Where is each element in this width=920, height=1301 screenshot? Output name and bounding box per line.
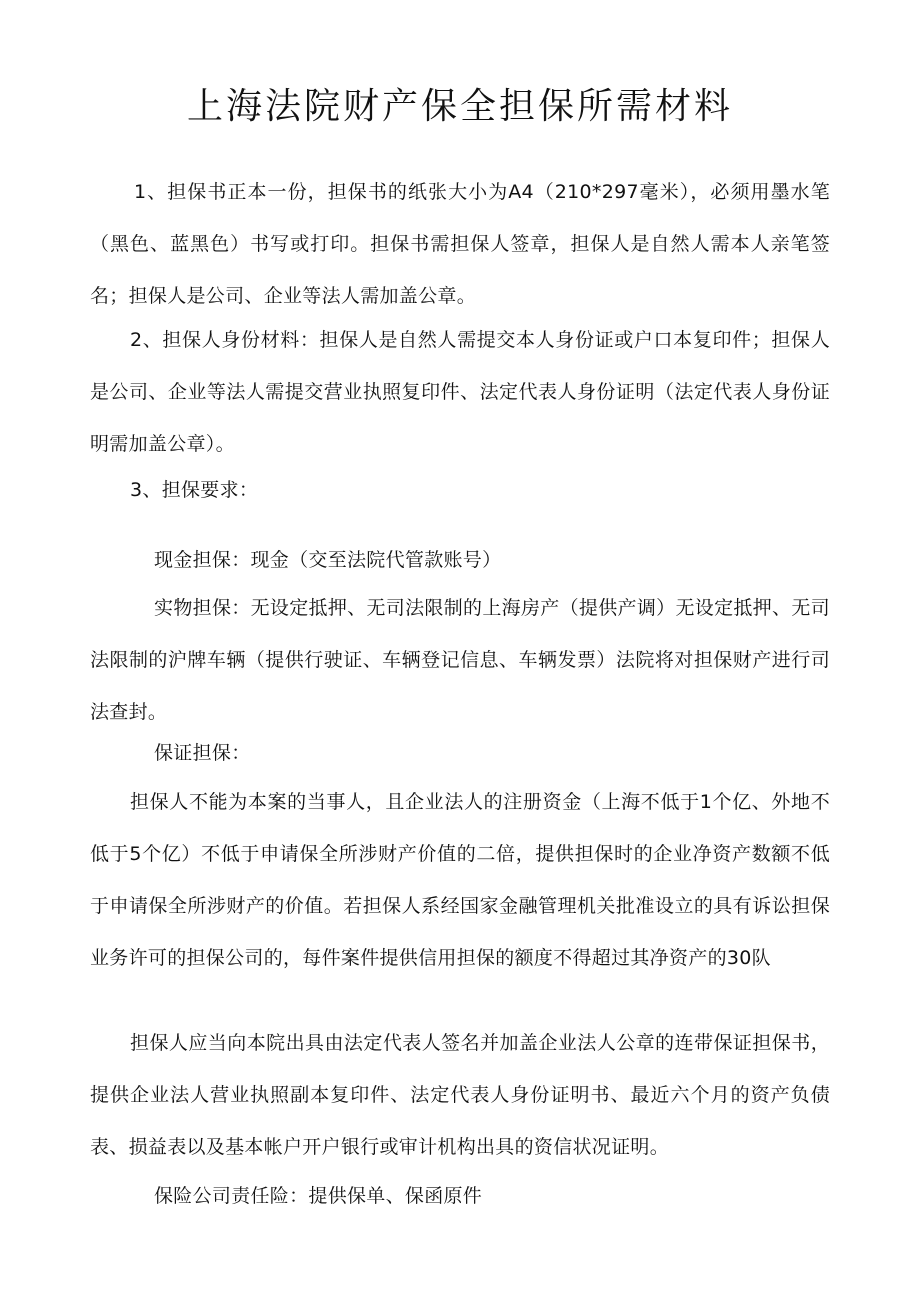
property-guarantee: 实物担保：无设定抵押、无司法限制的上海房产（提供产调）无设定抵押、无司法限制的沪牌车辆（提供行驶证、车辆登记信息、车辆发票）法院将对担保财产进行司法查封。 <box>90 597 830 723</box>
surety-guarantee-documents: 担保人应当向本院出具由法定代表人签名并加盖企业法人公章的连带保证担保书，提供企业法人营业执照副本复印件、法定代表人身份证明书、最近六个月的资产负债表、损益表以及基本帐户开户银行或审计机构出具的资信状况证明。 <box>90 1032 830 1158</box>
item-3-requirements-heading: 3、担保要求： <box>130 479 259 501</box>
item-1-guarantee-letter: 1、担保书正本一份，担保书的纸张大小为A4（210*297毫米），必须用墨水笔（黑色、蓝黑色）书写或打印。担保书需担保人签章，担保人是自然人需本人亲笔签名；担保人是公司、企业等法人需加盖公章。 <box>90 181 830 307</box>
insurance-guarantee: 保险公司责任险：提供保单、保函原件 <box>154 1185 483 1207</box>
surety-guarantee-conditions: 担保人不能为本案的当事人，且企业法人的注册资金（上海不低于1个亿、外地不低于5个亿）不低于申请保全所涉财产价值的二倍，提供担保时的企业净资产数额不低于申请保全所涉财产的价值。若担保人系经国家金融管理机关批准设立的具有诉讼担保业务许可的担保公司的，每件案件提供信用担保的额度不得超过其净资产的30队 <box>90 791 830 969</box>
cash-guarantee: 现金担保：现金（交至法院代管款账号） <box>154 549 502 571</box>
surety-guarantee-heading: 保证担保： <box>154 742 251 764</box>
item-2-identity-materials: 2、担保人身份材料：担保人是自然人需提交本人身份证或户口本复印件；担保人是公司、企业等法人需提交营业执照复印件、法定代表人身份证明（法定代表人身份证明需加盖公章）。 <box>90 329 830 455</box>
document-title: 上海法院财产保全担保所需材料 <box>186 86 733 127</box>
